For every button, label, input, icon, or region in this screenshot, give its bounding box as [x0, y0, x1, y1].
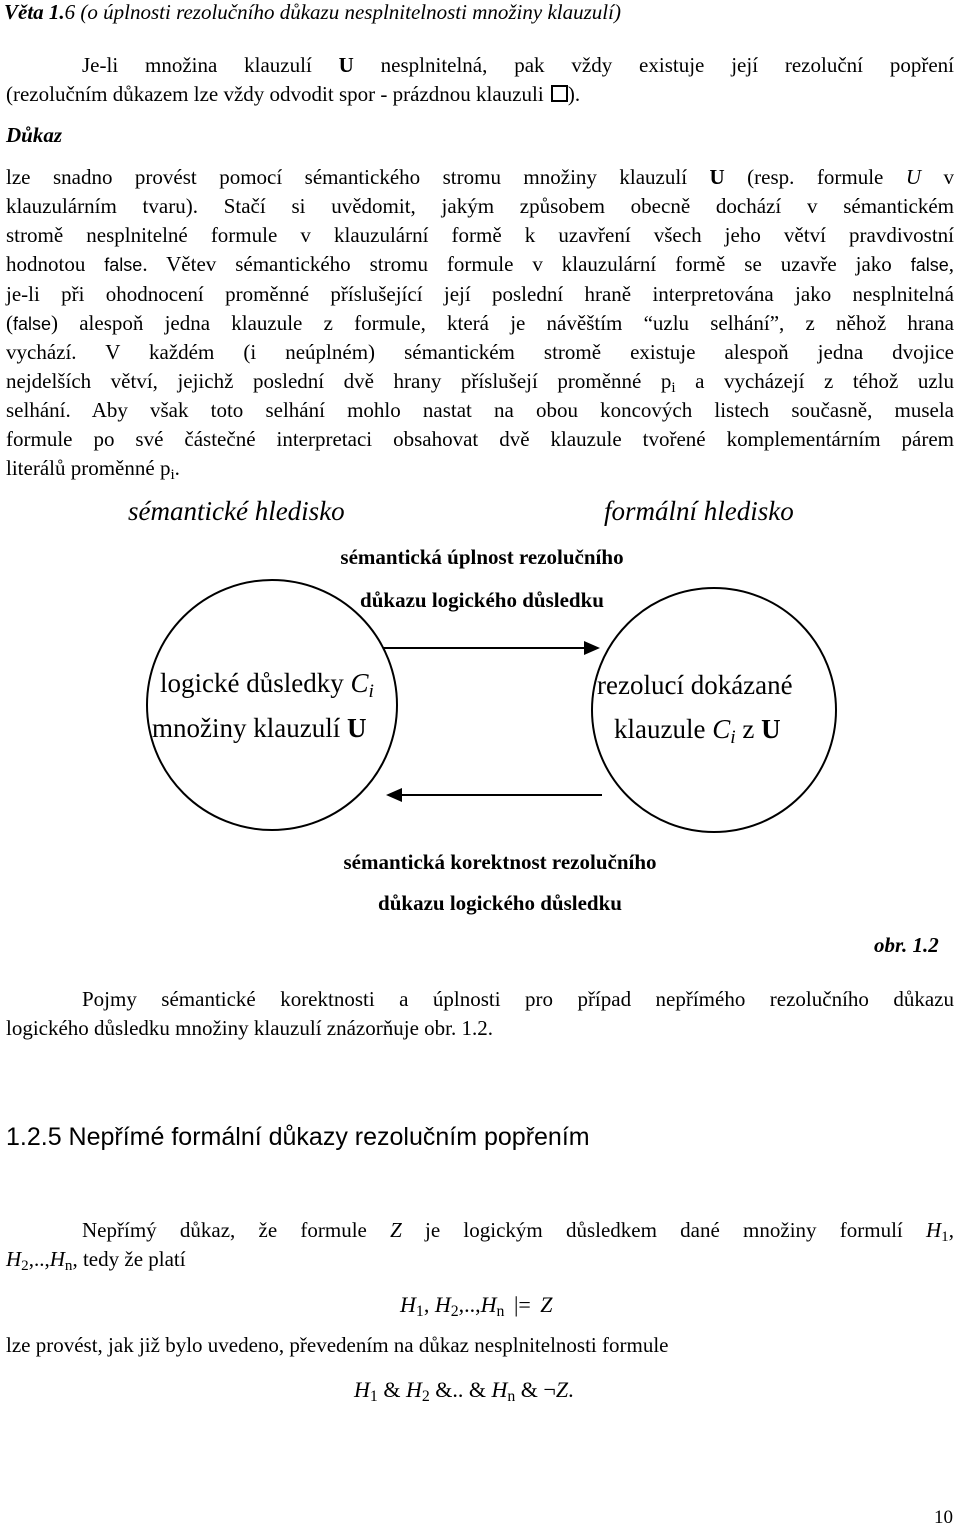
- completeness-arrow-head: [584, 641, 600, 655]
- figure-label: obr. 1.2: [874, 933, 939, 957]
- soundness-caption-line-1: sémantická korektnost rezolučního: [343, 850, 657, 874]
- theorem-title: 6 (o úplnosti rezolučního důkazu nesplnitelnosti množiny klauzulí): [64, 0, 621, 24]
- proof-line-8: nejdelších větví, jejichž poslední dvě hrany příslušejí proměnné $p_i$ a vycházejí z téhož uzlu: [6, 369, 954, 396]
- page-number: 10: [934, 1507, 953, 1528]
- section-line-3: lze provést, jak již bylo uvedeno, převedením na důkaz nesplnitelnosti formule: [6, 1333, 669, 1357]
- entailment-symbol: |=: [513, 1292, 531, 1317]
- entailment-formula: $H_1$, $H_2,..,H_n$ |= Z: [400, 1292, 553, 1320]
- completeness-caption-line-1: sémantická úplnost rezolučního: [340, 545, 624, 569]
- proof-heading: Důkaz: [6, 123, 63, 147]
- semantic-circle-line-1: logické důsledky $C_i$: [160, 668, 374, 702]
- soundness-arrow-head: [386, 788, 402, 802]
- theorem-line-1: Je-li množina klauzulí U nesplnitelná, pak vždy existuje její rezoluční popření: [82, 53, 954, 77]
- theorem-heading: [4, 0, 621, 24]
- theorem-line-2: (rezolučním důkazem lze vždy odvodit spor - prázdnou klauzuli ).: [6, 82, 581, 106]
- figure-description-line-1: Pojmy sémantické korektnosti a úplnosti pro případ nepřímého rezolučního důkazu: [82, 987, 954, 1011]
- negation-symbol: ¬: [543, 1377, 556, 1402]
- proof-line-1: lze snadno provést pomocí sémantického stromu množiny klauzulí U (resp. formule U v: [6, 165, 954, 189]
- proof-line-2: klauzulárním tvaru). Stačí si uvědomit, jakým způsobem obecně dochází v sémantickém: [6, 194, 955, 218]
- proof-line-5: je-li při ohodnocení proměnné příslušející její poslední hraně interpretována jako nesplnitelná: [6, 282, 954, 306]
- proof-line-10: formule po své částečné interpretaci obsahovat dvě klauzule tvořené komplementárním párem: [6, 427, 954, 451]
- empty-clause-box-icon: [551, 85, 568, 102]
- proof-line-9: selhání. Aby však toto selhání mohlo nastat na obou koncových listech současně, musela: [6, 398, 954, 422]
- semantic-circle: [147, 580, 397, 830]
- unsatisfiability-formula: $H_1$ & $H_2$ &.. & $H_n$ & ¬Z.: [354, 1377, 574, 1405]
- formal-circle-line-2: klauzule $C_i$ z U: [614, 714, 781, 748]
- semantic-viewpoint-heading: sémantické hledisko: [128, 496, 345, 526]
- proof-line-4: hodnotou false. Větev sémantického stromu formule v klauzulární formě se uzavře jako false,: [6, 252, 954, 276]
- completeness-caption-line-2: důkazu logického důsledku: [360, 588, 604, 612]
- formal-viewpoint-heading: formální hledisko: [604, 496, 794, 526]
- formal-circle-line-1: rezolucí dokázané: [597, 670, 793, 700]
- theorem-label: Věta 1.: [4, 0, 65, 24]
- section-line-1: Nepřímý důkaz, že formule Z je logickým důsledkem dané množiny formulí $H_1$,: [82, 1218, 954, 1245]
- proof-line-6: (false) alespoň jedna klauzule z formule, která je návěštím “uzlu selhání”, z něhož hrana: [6, 311, 954, 335]
- semantic-circle-line-2: množiny klauzulí U: [152, 713, 367, 743]
- soundness-caption-line-2: důkazu logického důsledku: [378, 891, 622, 915]
- proof-line-11: literálů proměnné $p_i$.: [6, 456, 180, 483]
- section-heading: 1.2.5 Nepřímé formální důkazy rezolučním popřením: [6, 1123, 590, 1151]
- formal-circle: [592, 588, 836, 832]
- figure-description-line-2: logického důsledku množiny klauzulí znázorňuje obr. 1.2.: [6, 1016, 493, 1040]
- set-U: U: [338, 53, 354, 77]
- proof-line-3: stromě nesplnitelné formule v klauzulární formě k uzavření všech jeho větví pravdivostní: [6, 223, 954, 247]
- proof-line-7: vychází. V každém (i neúplném) sémantickém stromě existuje alespoň jedna dvojice: [6, 340, 954, 364]
- section-line-2: $H_2,..,H_n$, tedy že platí: [6, 1247, 186, 1274]
